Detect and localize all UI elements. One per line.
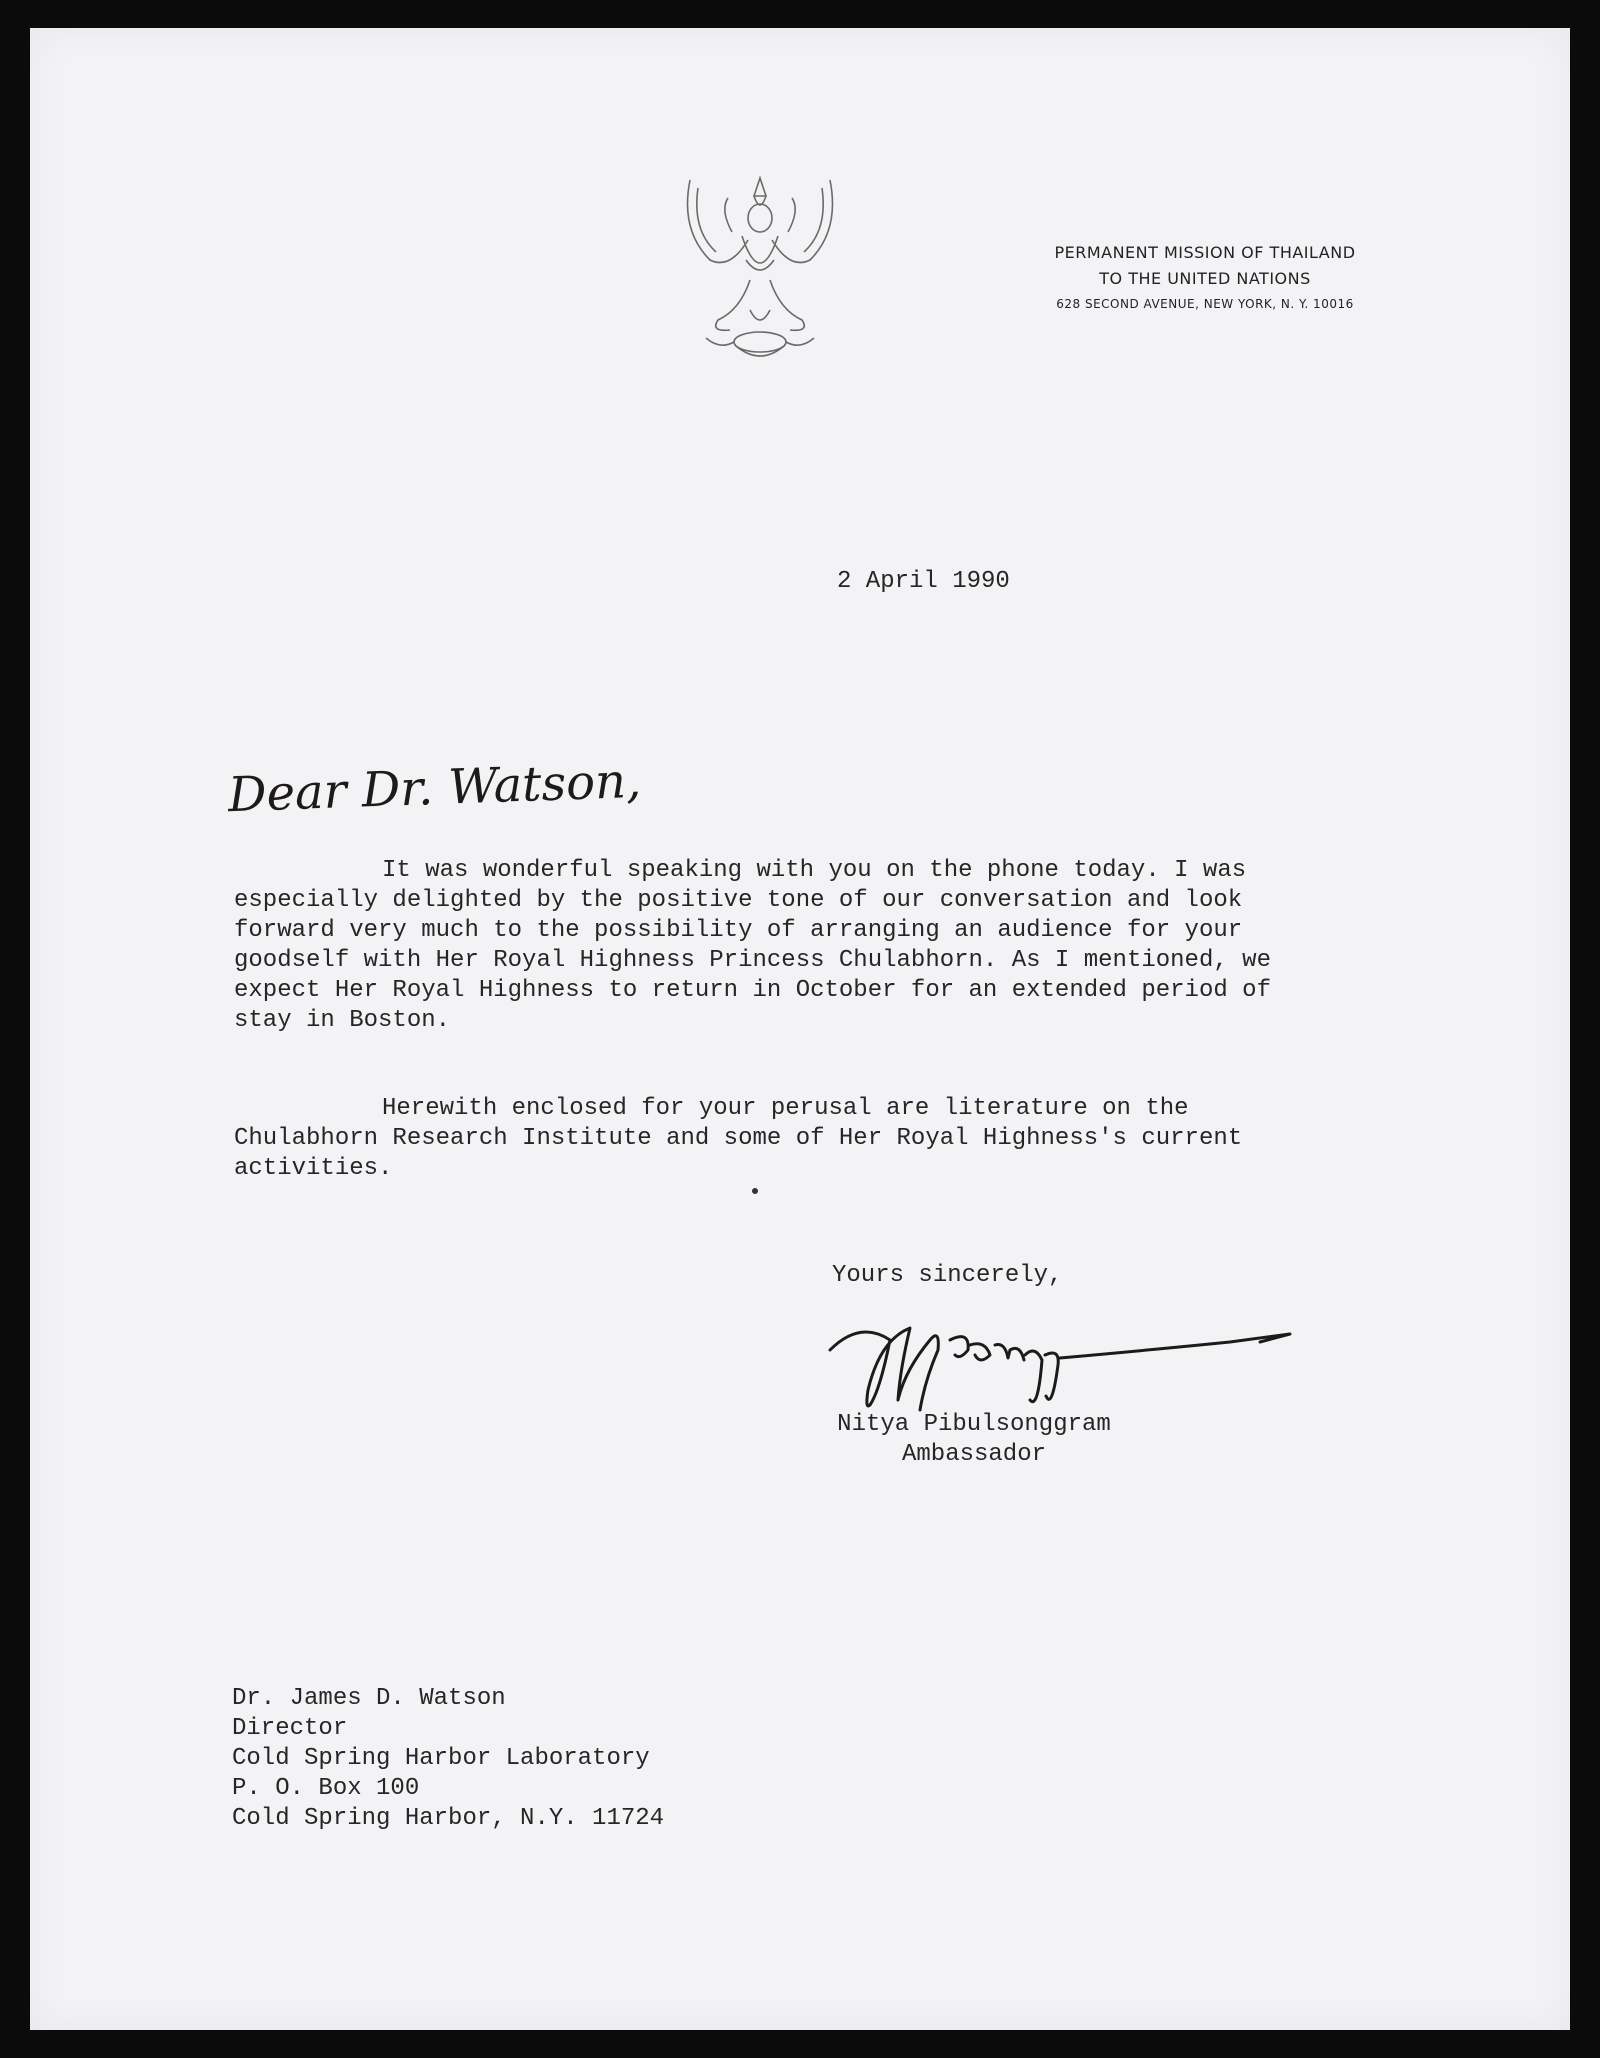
letterhead-line2: TO THE UNITED NATIONS — [1099, 269, 1311, 288]
letterhead-address: 628 SECOND AVENUE, NEW YORK, N. Y. 10016 — [1056, 297, 1354, 311]
letterhead-line1: PERMANENT MISSION OF THAILAND — [1054, 243, 1356, 262]
letterhead — [990, 240, 1420, 316]
paragraph-line: Herewith enclosed for your perusal are literature on the — [382, 1095, 1189, 1122]
paragraph-line: especially delighted by the positive tone of our conversation and look — [234, 887, 1243, 914]
paragraph-line: activities. — [234, 1155, 393, 1182]
signer-title: Ambassador — [901, 1441, 1047, 1468]
recipient-address — [232, 1684, 664, 1834]
address-line: Dr. James D. Watson — [232, 1685, 506, 1712]
paragraph-line: It was wonderful speaking with you on the phone today. I was — [382, 857, 1247, 884]
letter-date: 2 April 1990 — [837, 568, 1010, 595]
garuda-emblem-icon — [670, 170, 850, 370]
paragraph-line: forward very much to the possibility of arranging an audience for your — [234, 917, 1243, 944]
paragraph-line: stay in Boston. — [234, 1007, 451, 1034]
signer-name: Nitya Pibulsonggram — [837, 1411, 1111, 1438]
address-line: Cold Spring Harbor Laboratory — [232, 1745, 650, 1772]
signer-block — [814, 1410, 1134, 1470]
body-paragraph-2 — [234, 1094, 1364, 1184]
closing: Yours sincerely, — [832, 1262, 1063, 1289]
handwritten-greeting: Dear Dr. Watson, — [227, 752, 643, 824]
paragraph-line: expect Her Royal Highness to return in October for an extended period of — [234, 977, 1271, 1004]
address-line: Cold Spring Harbor, N.Y. 11724 — [232, 1805, 665, 1832]
paragraph-line: Chulabhorn Research Institute and some of Her Royal Highness's current — [234, 1125, 1243, 1152]
address-line: Director — [232, 1715, 348, 1742]
address-line: P. O. Box 100 — [232, 1775, 420, 1802]
handwritten-signature-icon — [820, 1300, 1300, 1420]
body-paragraph-1 — [234, 856, 1364, 1036]
ink-speck — [752, 1188, 758, 1194]
paragraph-line: goodself with Her Royal Highness Princess Chulabhorn. As I mentioned, we — [234, 947, 1271, 974]
